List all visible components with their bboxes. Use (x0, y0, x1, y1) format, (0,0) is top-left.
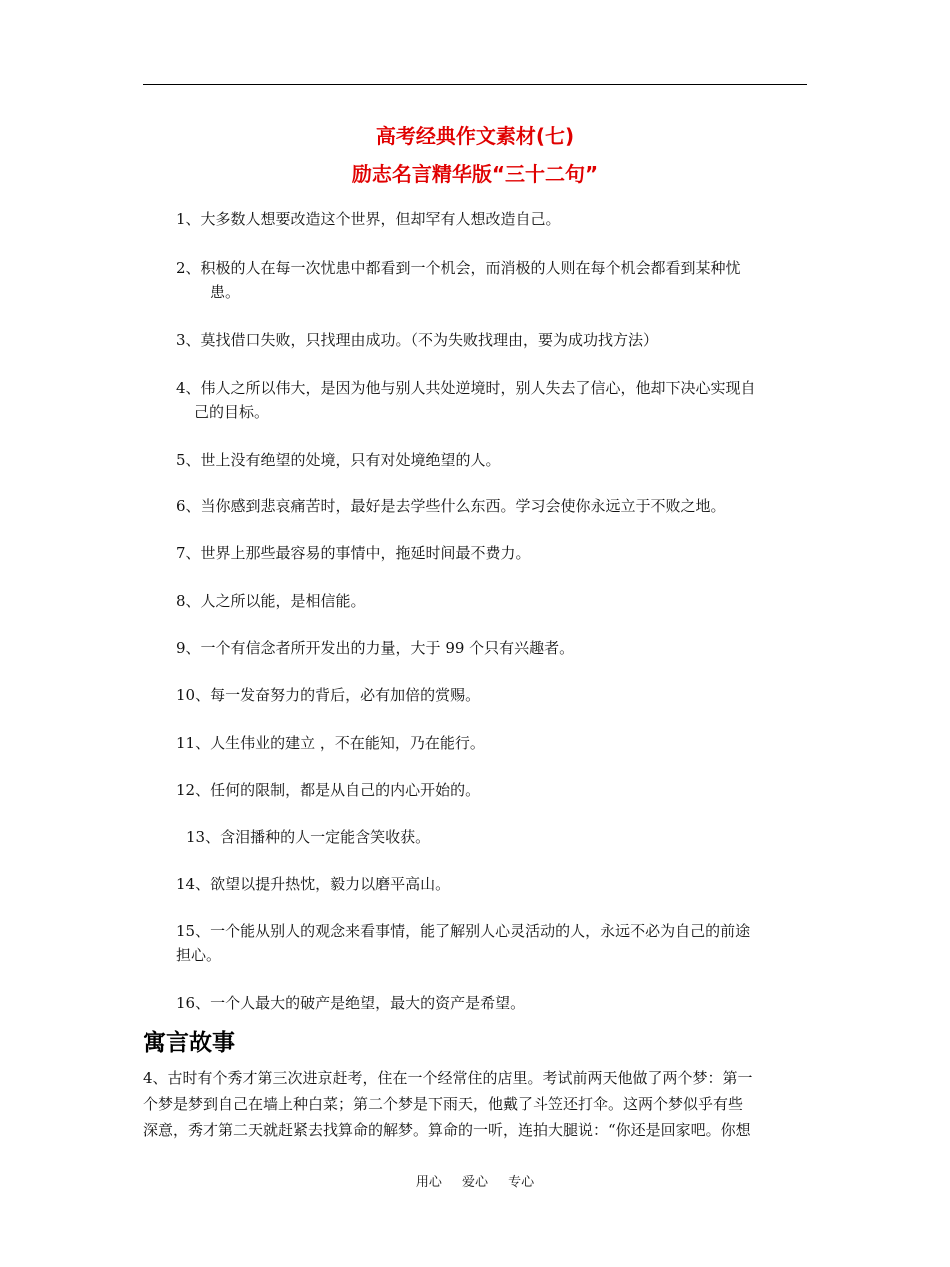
page-title: 高考经典作文素材(七) (375, 124, 575, 148)
quote-text: 9、一个有信念者所开发出的力量，大于 99 个只有兴趣者。 (176, 639, 575, 657)
quote-text: 13、含泪播种的人一定能含笑收获。 (186, 828, 431, 846)
quote-text: 7、世界上那些最容易的事情中，拖延时间最不费力。 (176, 544, 531, 562)
footer-word: 专心 (508, 1175, 535, 1190)
quote-text: 4、伟人之所以伟大，是因为他与别人共处逆境时，别人失去了信心，他却下决心实现自 (176, 379, 756, 397)
quote-item (176, 328, 812, 352)
quote-text-continued: 患。 (210, 283, 241, 301)
page-footer (0, 1171, 950, 1190)
story-line: 个梦是梦到自己在墙上种白菜；第二个梦是下雨天，他戴了斗笠还打伞。这两个梦似乎有些 (143, 1095, 744, 1113)
section-heading: 寓言故事 (143, 1030, 235, 1056)
quote-item (176, 494, 812, 518)
quote-text: 11、人生伟业的建立 ，不在能知，乃在能行。 (176, 734, 485, 752)
quote-text: 10、每一发奋努力的背后，必有加倍的赏赐。 (176, 686, 481, 704)
quote-item (186, 825, 822, 849)
quote-item (176, 683, 812, 707)
quote-item (176, 376, 812, 424)
footer-word: 爱心 (461, 1175, 488, 1190)
footer-word: 用心 (415, 1175, 442, 1190)
quote-item (176, 731, 812, 755)
quote-text: 3、莫找借口失败，只找理由成功。（不为失败找理由，要为成功找方法） (176, 331, 659, 349)
quote-item (176, 919, 812, 967)
story-line: 深意，秀才第二天就赶紧去找算命的解梦。算命的一听，连拍大腿说：“你还是回家吧。你想 (143, 1121, 751, 1139)
story-paragraph (143, 1065, 810, 1143)
quote-item (176, 872, 812, 896)
quote-item (176, 991, 812, 1015)
quote-text: 15、一个能从别人的观念来看事情，能了解别人心灵活动的人，永远不必为自己的前途 (176, 922, 751, 940)
quote-item (176, 636, 812, 660)
quote-text-continued: 担心。 (176, 946, 222, 964)
quote-item (176, 778, 812, 802)
quote-text: 8、人之所以能，是相信能。 (176, 592, 366, 610)
quote-item (176, 448, 812, 472)
quote-text-continued: 己的目标。 (194, 403, 270, 421)
quote-text: 1、大多数人想要改造这个世界，但却罕有人想改造自己。 (176, 210, 561, 228)
page-subtitle: 励志名言精华版“三十二句” (351, 162, 599, 186)
quote-item (176, 256, 812, 304)
quote-item (176, 589, 812, 613)
quote-text: 16、一个人最大的破产是绝望，最大的资产是希望。 (176, 994, 526, 1012)
quote-text: 6、当你感到悲哀痛苦时，最好是去学些什么东西。学习会使你永远立于不败之地。 (176, 497, 726, 515)
story-line: 4、古时有个秀才第三次进京赶考，住在一个经常住的店里。考试前两天他做了两个梦：第一 (143, 1069, 753, 1087)
quote-item (176, 207, 812, 231)
quote-text: 5、世上没有绝望的处境，只有对处境绝望的人。 (176, 451, 501, 469)
quote-text: 2、积极的人在每一次忧患中都看到一个机会，而消极的人则在每个机会都看到某种忧 (176, 259, 741, 277)
quote-text: 14、欲望以提升热忱，毅力以磨平高山。 (176, 875, 451, 893)
header-rule (143, 84, 807, 85)
quote-text: 12、任何的限制，都是从自己的内心开始的。 (176, 781, 481, 799)
quote-item (176, 541, 812, 565)
